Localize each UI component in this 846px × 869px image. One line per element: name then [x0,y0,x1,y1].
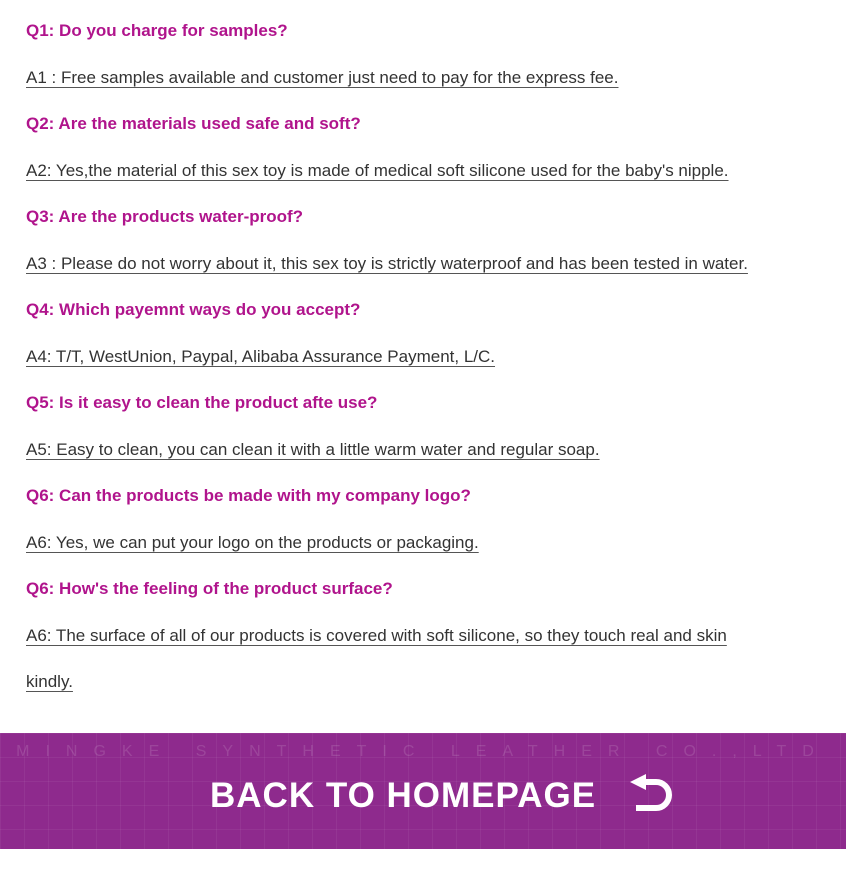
back-to-homepage-banner[interactable] [0,733,846,849]
back-to-homepage-label: BACK TO HOMEPAGE [210,776,597,815]
faq-answer-4: A4: T/T, WestUnion, Paypal, Alibaba Assurance Payment, L/C. [26,347,496,366]
faq-answer-6: A6: Yes, we can put your logo on the products or packaging. [26,533,479,552]
back-to-homepage-button[interactable] [210,771,672,821]
faq-question-3: Q3: Are the products water-proof? [26,207,304,226]
faq-answer-7: A6: The surface of all of our products is covered with soft silicone, so they touch real and skin [26,626,727,645]
company-watermark: MINGKE SYNTHETIC LEATHER CO.,LTD [16,743,830,760]
faq-question-6: Q6: Can the products be made with my company logo? [26,486,471,505]
faq-answer-3: A3 : Please do not worry about it, this sex toy is strictly waterproof and has been tested in water. [26,254,748,273]
faq-question-5: Q5: Is it easy to clean the product afte use? [26,393,378,412]
faq-question-1: Q1: Do you charge for samples? [26,21,288,40]
return-arrow-icon [626,774,672,818]
faq-answer-2: A2: Yes,the material of this sex toy is made of medical soft silicone used for the baby's nipple. [26,161,729,180]
faq-question-4: Q4: Which payemnt ways do you accept? [26,300,361,319]
faq-answer-7-continued: kindly. [26,672,73,691]
faq-answer-1: A1 : Free samples available and customer just need to pay for the express fee. [26,68,619,87]
faq-answer-5: A5: Easy to clean, you can clean it with a little warm water and regular soap. [26,440,600,459]
faq-question-7: Q6: How's the feeling of the product surface? [26,579,393,598]
faq-question-2: Q2: Are the materials used safe and soft? [26,114,361,133]
